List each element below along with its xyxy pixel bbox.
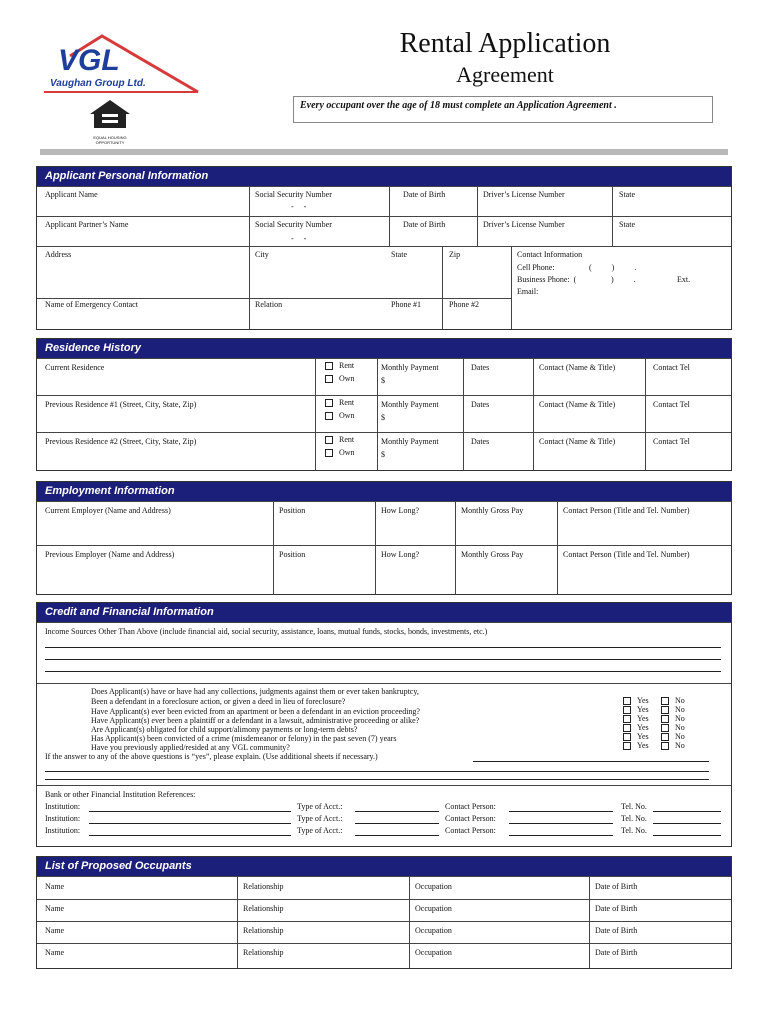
logo-company: Vaughan Group Ltd.	[50, 78, 146, 89]
contact-person-field-label: Contact Person:	[445, 826, 496, 835]
yes-checkbox-2[interactable]: Yes	[623, 705, 649, 715]
license-label: Driver’s License Number	[483, 190, 565, 199]
personal-info-header: Applicant Personal Information	[37, 167, 731, 186]
question-6: Has Applicant(s) been convicted of a crime (misdemeanor or felony) in the past seven (7) years	[91, 734, 397, 743]
residence-header: Residence History	[37, 339, 731, 358]
partner-ssn-label: Social Security Number	[255, 220, 332, 229]
partner-ssn-dashes: - -	[291, 234, 307, 243]
ssn-label: Social Security Number	[255, 190, 332, 199]
no-checkbox-4[interactable]: No	[661, 723, 685, 733]
occupant-dob-label: Date of Birth	[595, 948, 638, 957]
partner-state-label: State	[619, 220, 635, 229]
question-1: Does Applicant(s) have or have had any collections, judgments against them or ever taken bankruptcy,	[91, 687, 419, 696]
previous-employer-label: Previous Employer (Name and Address)	[45, 550, 175, 559]
position-label: Position	[279, 506, 306, 515]
yes-checkbox-3[interactable]: Yes	[623, 714, 649, 724]
own-checkbox-1[interactable]: Own	[325, 374, 355, 384]
business-phone-format: ) .	[611, 275, 636, 284]
occupant-relationship-label: Relationship	[243, 904, 284, 913]
ssn-dashes: - -	[291, 202, 307, 211]
partner-name-label: Applicant Partner’s Name	[45, 220, 129, 229]
question-5: Are Applicant(s) obligated for child support/alimony payments or long-term debts?	[91, 725, 358, 734]
partner-dob-label: Date of Birth	[403, 220, 446, 229]
monthly-payment-label: Monthly Payment	[381, 400, 439, 409]
occupants-section	[36, 856, 732, 969]
email-label: Email:	[517, 287, 539, 296]
occupant-occupation-label: Occupation	[415, 948, 452, 957]
contact-label: Contact (Name & Title)	[539, 437, 616, 446]
occupant-occupation-label: Occupation	[415, 926, 452, 935]
dob-label: Date of Birth	[403, 190, 446, 199]
relation-label: Relation	[255, 300, 283, 309]
tel-no-label: Tel. No.	[621, 802, 647, 811]
employment-header: Employment Information	[37, 482, 731, 501]
occupants-header: List of Proposed Occupants	[37, 857, 731, 876]
page-title: Rental Application	[399, 28, 611, 59]
divider	[40, 149, 728, 155]
addr-state-label: State	[391, 250, 407, 259]
type-acct-label: Type of Acct.:	[297, 814, 343, 823]
institution-label: Institution:	[45, 814, 81, 823]
how-long-label: How Long?	[381, 506, 419, 515]
monthly-payment-label: Monthly Payment	[381, 363, 439, 372]
zip-label: Zip	[449, 250, 461, 259]
question-2: Been a defendant in a foreclosure action, or given a deed in lieu of foreclosure?	[91, 697, 346, 706]
contact-tel-label: Contact Tel	[653, 400, 690, 409]
question-3: Have Applicant(s) ever been evicted from an apartment or been a defendant in an eviction proceeding?	[91, 707, 420, 716]
question-7: Have you previously applied/resided at any VGL community?	[91, 743, 290, 752]
income-sources-label: Income Sources Other Than Above (include financial aid, social security, assistance, loans, mutual funds, stocks, bonds, investments, etc.)	[45, 627, 488, 636]
bank-refs-label: Bank or other Financial Institution References:	[45, 790, 196, 799]
tel-no-label: Tel. No.	[621, 814, 647, 823]
occupant-dob-label: Date of Birth	[595, 926, 638, 935]
rent-checkbox-2[interactable]: Rent	[325, 398, 354, 408]
contact-label: Contact (Name & Title)	[539, 400, 616, 409]
occupant-occupation-label: Occupation	[415, 904, 452, 913]
phone2-label: Phone #2	[449, 300, 479, 309]
tel-no-label: Tel. No.	[621, 826, 647, 835]
own-checkbox-3[interactable]: Own	[325, 448, 355, 458]
no-checkbox-1[interactable]: No	[661, 696, 685, 706]
logo-brand: VGL	[58, 44, 120, 77]
dollar-sign: $	[381, 413, 385, 422]
address-label: Address	[45, 250, 72, 259]
no-checkbox-6[interactable]: No	[661, 741, 685, 751]
institution-label: Institution:	[45, 826, 81, 835]
prev-residence-2-label: Previous Residence #2 (Street, City, State, Zip)	[45, 437, 197, 446]
contact-person-label: Contact Person (Title and Tel. Number)	[563, 506, 690, 515]
dollar-sign: $	[381, 450, 385, 459]
emergency-contact-label: Name of Emergency Contact	[45, 300, 138, 309]
type-acct-label: Type of Acct.:	[297, 802, 343, 811]
phone1-label: Phone #1	[391, 300, 421, 309]
occupant-dob-label: Date of Birth	[595, 904, 638, 913]
occupant-name-label: Name	[45, 882, 65, 891]
residence-section	[36, 338, 732, 471]
how-long-label: How Long?	[381, 550, 419, 559]
cell-phone-label: Cell Phone:	[517, 263, 555, 272]
partner-license-label: Driver’s License Number	[483, 220, 565, 229]
contact-tel-label: Contact Tel	[653, 437, 690, 446]
contact-person-field-label: Contact Person:	[445, 802, 496, 811]
personal-info-section	[36, 166, 732, 330]
question-4: Have Applicant(s) ever been a plaintiff or a defendant in a lawsuit, administrative proceeding or alike?	[91, 716, 420, 725]
applicant-name-label: Applicant Name	[45, 190, 98, 199]
gross-pay-label: Monthly Gross Pay	[461, 550, 524, 559]
position-label: Position	[279, 550, 306, 559]
yes-checkbox-6[interactable]: Yes	[623, 741, 649, 751]
dates-label: Dates	[471, 400, 490, 409]
rent-checkbox-1[interactable]: Rent	[325, 361, 354, 371]
occupant-name-label: Name	[45, 948, 65, 957]
contact-info-label: Contact Information	[517, 250, 583, 259]
company-logo	[40, 34, 205, 98]
occupant-dob-label: Date of Birth	[595, 882, 638, 891]
page-subtitle: Agreement	[456, 62, 554, 87]
current-residence-label: Current Residence	[45, 363, 105, 372]
contact-person-label: Contact Person (Title and Tel. Number)	[563, 550, 690, 559]
prev-residence-1-label: Previous Residence #1 (Street, City, State, Zip)	[45, 400, 197, 409]
no-checkbox-5[interactable]: No	[661, 732, 685, 742]
equal-housing-icon	[86, 98, 134, 130]
occupant-relationship-label: Relationship	[243, 882, 284, 891]
type-acct-label: Type of Acct.:	[297, 826, 343, 835]
contact-tel-label: Contact Tel	[653, 363, 690, 372]
yes-checkbox-1[interactable]: Yes	[623, 696, 649, 706]
eho-text: EQUAL HOUSING OPPORTUNITY	[93, 135, 127, 145]
credit-header: Credit and Financial Information	[37, 603, 731, 622]
no-checkbox-3[interactable]: No	[661, 714, 685, 724]
yes-checkbox-4[interactable]: Yes	[623, 723, 649, 733]
occupant-occupation-label: Occupation	[415, 882, 452, 891]
explain-label: If the answer to any of the above questions is “yes”, please explain. (Use additional sheets if necessary.)	[45, 752, 378, 761]
rent-checkbox-3[interactable]: Rent	[325, 435, 354, 445]
occupant-name-label: Name	[45, 904, 65, 913]
notice-box: Every occupant over the age of 18 must complete an Application Agreement .	[293, 96, 713, 123]
ext-label: Ext.	[677, 275, 691, 284]
state-label: State	[619, 190, 635, 199]
city-label: City	[255, 250, 269, 259]
business-phone-label: Business Phone: (	[517, 275, 577, 284]
dollar-sign: $	[381, 376, 385, 385]
no-checkbox-2[interactable]: No	[661, 705, 685, 715]
institution-label: Institution:	[45, 802, 81, 811]
own-checkbox-2[interactable]: Own	[325, 411, 355, 421]
gross-pay-label: Monthly Gross Pay	[461, 506, 524, 515]
monthly-payment-label: Monthly Payment	[381, 437, 439, 446]
occupant-relationship-label: Relationship	[243, 948, 284, 957]
contact-label: Contact (Name & Title)	[539, 363, 616, 372]
cell-phone-format: ( ) .	[589, 263, 637, 272]
contact-person-field-label: Contact Person:	[445, 814, 496, 823]
yes-checkbox-5[interactable]: Yes	[623, 732, 649, 742]
occupant-relationship-label: Relationship	[243, 926, 284, 935]
dates-label: Dates	[471, 363, 490, 372]
employment-section	[36, 481, 732, 595]
current-employer-label: Current Employer (Name and Address)	[45, 506, 171, 515]
equal-housing-logo	[86, 98, 134, 145]
credit-section	[36, 602, 732, 847]
dates-label: Dates	[471, 437, 490, 446]
occupant-name-label: Name	[45, 926, 65, 935]
